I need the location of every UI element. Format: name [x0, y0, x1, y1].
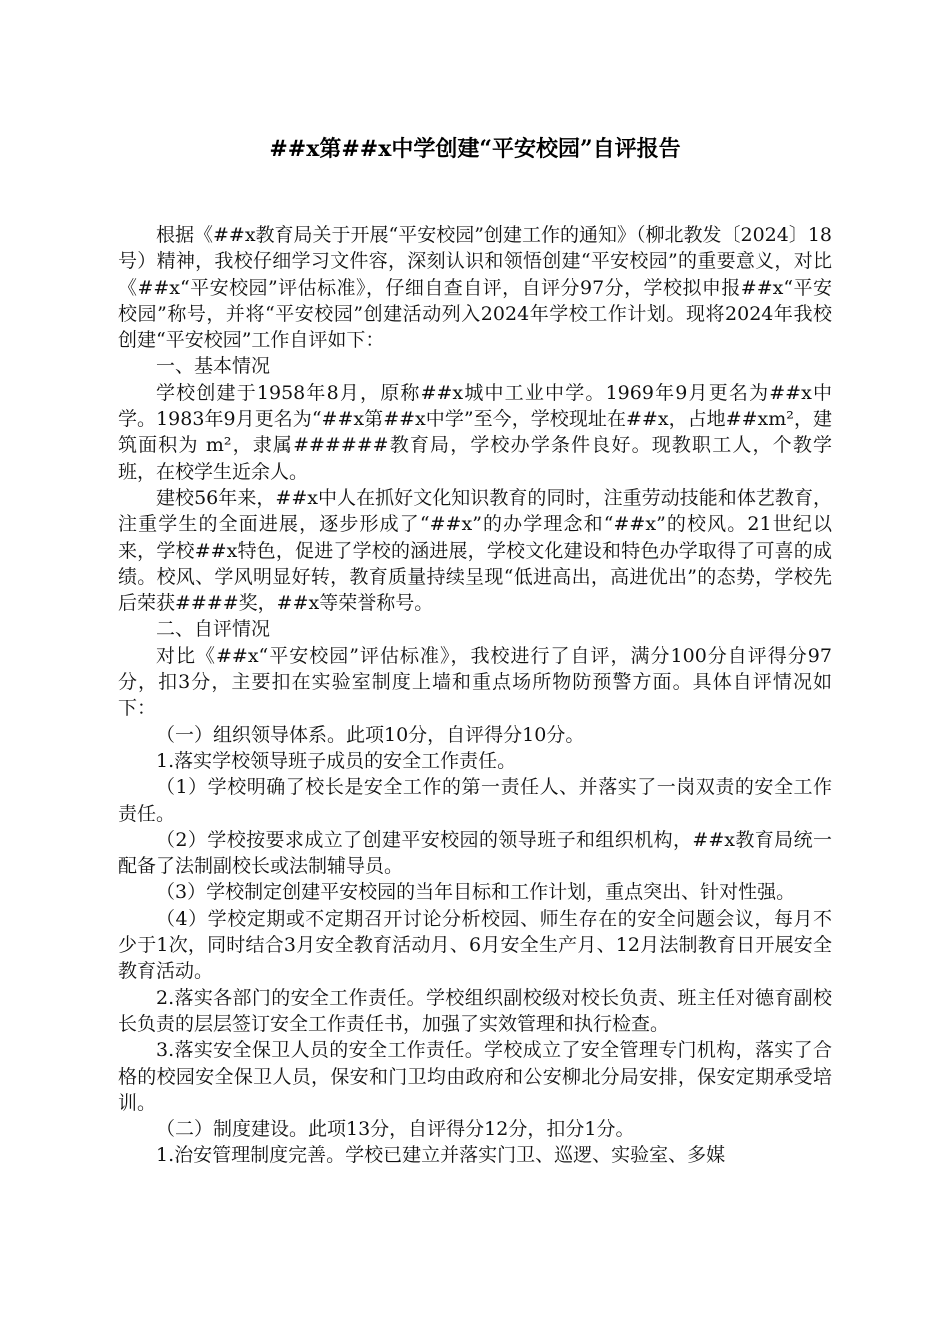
- paragraph: 3.落实安全保卫人员的安全工作责任。学校成立了安全管理专门机构，落实了合格的校园安全保卫人员，保安和门卫均由政府和公安柳北分局安排，保安定期承受培训。: [118, 1039, 832, 1114]
- paragraph-intro: 根据《##x教育局关于开展“平安校园”创建工作的通知》（柳北教发〔2024〕18号）精神，我校仔细学习文件容，深刻认识和领悟创建“平安校园”的重要意义，对比《##x“平安校园”评估标准》，仔细自查自评，自评分97分，学校拟申报##x“平安校园”称号，并将“平安校园”创建活动列入2024年学校工作计划。现将2024年我校创建“平安校园”工作自评如下：: [118, 224, 833, 352]
- paragraph: 对比《##x“平安校园”评估标准》，我校进行了自评，满分100分自评得分97分，扣3分，主要扣在实验室制度上墙和重点场所物防预警方面。具体自评情况如下：: [118, 644, 832, 720]
- paragraph: 学校创建于1958年8月，原称##x城中工业中学。1969年9月更名为##x中学。1983年9月更名为“##x第##x中学”至今，学校现址在##x，占地##xm²，建筑面积为 m²，隶属######教育局，学校办学条件良好。现教职工人，个教学班，在校学生近余人。: [118, 381, 832, 483]
- paragraph: 2.落实各部门的安全工作责任。学校组织副校级对校长负责、班主任对德育副校长负责的层层签订安全工作责任书，加强了实效管理和执行检查。: [118, 986, 832, 1035]
- paragraph: （3）学校制定创建平安校园的当年目标和工作计划，重点突出、针对性强。: [156, 881, 796, 904]
- document-title: ##x第##x中学创建“平安校园”自评报告: [269, 136, 681, 162]
- paragraph: （2）学校按要求成立了创建平安校园的领导班子和组织机构，##x教育局统一配备了法制副校长或法制辅导员。: [118, 828, 832, 878]
- heading-basic-info: 一、基本情况: [156, 355, 271, 378]
- paragraph: 1.治安管理制度完善。学校已建立并落实门卫、巡逻、实验室、多媒: [156, 1144, 726, 1167]
- paragraph: 建校56年来，##x中人在抓好文化知识教育的同时，注重劳动技能和体艺教育，注重学生的全面进展，逐步形成了“##x”的办学理念和“##x”的校风。21世纪以来，学校##x特色，促进了学校的涵进展，学校文化建设和特色办学取得了可喜的成绩。校风、学风明显好转，教育质量持续呈现“低进高出，高进优出”的态势，学校先后荣获####奖，##x等荣誉称号。: [118, 486, 832, 615]
- paragraph: （1）学校明确了校长是安全工作的第一责任人、并落实了一岗双责的安全工作责任。: [118, 776, 832, 825]
- paragraph: 1.落实学校领导班子成员的安全工作责任。: [156, 749, 517, 772]
- subheading: （一）组织领导体系。此项10分，自评得分10分。: [156, 723, 585, 746]
- document-body: [118, 222, 832, 1169]
- subheading: （二）制度建设。此项13分，自评得分12分，扣分1分。: [156, 1118, 635, 1141]
- paragraph: （4）学校定期或不定期召开讨论分析校园、师生存在的安全问题会议，每月不少于1次，同时结合3月安全教育活动月、6月安全生产月、12月法制教育日开展安全教育活动。: [118, 907, 832, 983]
- heading-self-evaluation: 二、自评情况: [156, 618, 271, 641]
